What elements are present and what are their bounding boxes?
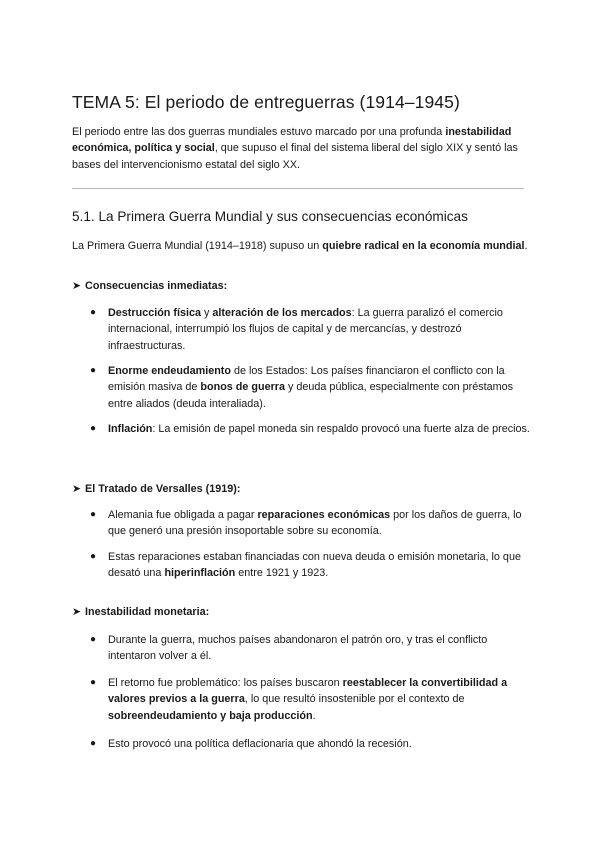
item-text: entre 1921 y 1923. bbox=[235, 567, 329, 580]
list-item bbox=[90, 507, 530, 540]
item-text: y deuda pública, especialmente con préstamos entre aliados (deuda interaliada). bbox=[108, 381, 514, 410]
subheading-consecuencias bbox=[72, 278, 227, 294]
item-text: , lo que resultó insostenible por el contexto de bbox=[244, 693, 465, 706]
item-bold: Inflación bbox=[108, 423, 153, 435]
list-monetaria-3 bbox=[90, 736, 530, 752]
bullet-icon: ● bbox=[90, 551, 97, 562]
bullet-icon: ● bbox=[90, 307, 97, 318]
list-consecuencias-3 bbox=[90, 421, 530, 437]
list-consecuencias bbox=[90, 305, 530, 354]
subheading-label: El Tratado de Versalles (1919): bbox=[85, 483, 241, 495]
item-bold: bonos de guerra bbox=[200, 381, 286, 394]
item-text: Durante la guerra, muchos países abandonaron el patrón oro, y tras el conflicto intentaron volver a él. bbox=[108, 634, 488, 663]
item-bold: reestablecer la convertibilidad a valores previos a la guerra bbox=[108, 677, 508, 706]
arrow-icon: ➤ bbox=[72, 606, 82, 618]
item-bold: Enorme endeudamiento bbox=[108, 365, 231, 377]
subheading-versalles bbox=[72, 481, 240, 497]
item-text: Alemania fue obligada a pagar bbox=[108, 509, 258, 521]
arrow-icon: ➤ bbox=[72, 280, 82, 292]
intro-bold: inestabilidad económica, política y social bbox=[72, 126, 512, 155]
intro-text: El periodo entre las dos guerras mundiales estuvo marcado por una profunda bbox=[72, 126, 446, 138]
item-text: y bbox=[201, 307, 213, 319]
lead-bold: quiebre radical en la economía mundial bbox=[322, 240, 525, 252]
item-text: Estas reparaciones estaban financiadas con nueva deuda o emisión monetaria, lo que desató una bbox=[108, 551, 521, 580]
list-monetaria-2 bbox=[90, 675, 530, 724]
subheading-label: Consecuencias inmediatas: bbox=[85, 280, 228, 292]
lead-text: La Primera Guerra Mundial (1914–1918) supuso un bbox=[72, 240, 323, 252]
list-versalles bbox=[90, 507, 530, 540]
list-item bbox=[90, 305, 530, 354]
item-text: : La emisión de papel moneda sin respaldo provocó una fuerte alza de precios. bbox=[152, 423, 530, 435]
bullet-icon: ● bbox=[90, 677, 97, 688]
list-versalles-2 bbox=[90, 549, 530, 582]
section-lead-paragraph bbox=[72, 238, 532, 254]
item-bold: hiperinflación bbox=[164, 567, 236, 580]
list-item bbox=[90, 675, 530, 724]
item-text: : La guerra paralizó el comercio internacional, interrumpió los flujos de capital y de mercancías, y destrozó infraestructuras. bbox=[108, 307, 503, 352]
arrow-icon: ➤ bbox=[72, 483, 82, 495]
item-bold: reparaciones económicas bbox=[257, 509, 391, 521]
lead-text-end: . bbox=[524, 240, 528, 252]
item-text: . bbox=[312, 709, 316, 722]
page-title: TEMA 5: El periodo de entreguerras (1914–1945) bbox=[72, 92, 460, 112]
intro-paragraph bbox=[72, 124, 532, 173]
list-item bbox=[90, 632, 530, 665]
item-bold: sobreendeudamiento y baja producción bbox=[108, 709, 313, 722]
list-item bbox=[90, 736, 530, 752]
item-bold: alteración de los mercados bbox=[212, 307, 352, 319]
list-consecuencias-2 bbox=[90, 363, 530, 412]
list-item bbox=[90, 363, 530, 412]
subheading-label: Inestabilidad monetaria: bbox=[85, 606, 210, 618]
horizontal-divider bbox=[72, 188, 524, 189]
bullet-icon: ● bbox=[90, 634, 97, 645]
item-text: de los Estados: Los países financiaron el conflicto con la emisión masiva de bbox=[108, 365, 505, 394]
list-item bbox=[90, 549, 530, 582]
list-item bbox=[90, 421, 530, 437]
item-text: por los daños de guerra, lo que generó una presión insoportable sobre su economía. bbox=[108, 509, 522, 538]
section-heading: 5.1. La Primera Guerra Mundial y sus consecuencias económicas bbox=[72, 209, 468, 224]
subheading-monetaria bbox=[72, 604, 209, 620]
item-text: Esto provocó una política deflacionaria que ahondó la recesión. bbox=[108, 738, 412, 750]
bullet-icon: ● bbox=[90, 509, 97, 520]
bullet-icon: ● bbox=[90, 738, 97, 749]
bullet-icon: ● bbox=[90, 365, 97, 376]
intro-text-end: , que supuso el final del sistema liberal del siglo XIX y sentó las bases del intervencionismo estatal del siglo XX. bbox=[72, 142, 518, 171]
list-monetaria bbox=[90, 632, 530, 665]
item-text: El retorno fue problemático: los países buscaron bbox=[108, 677, 343, 689]
item-bold: Destrucción física bbox=[108, 307, 202, 319]
bullet-icon: ● bbox=[90, 423, 97, 434]
